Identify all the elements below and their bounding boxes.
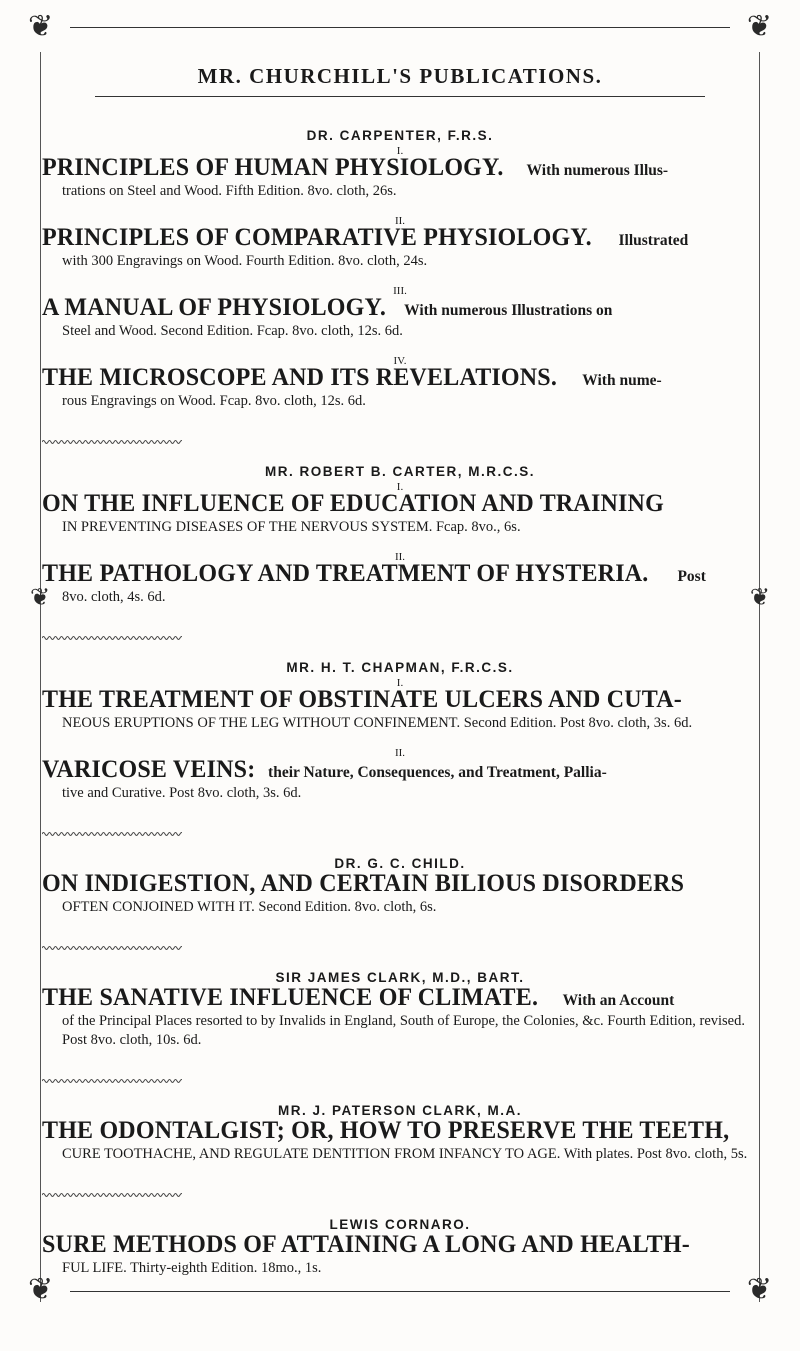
wavy-separator [42, 1078, 182, 1084]
author-section [42, 1217, 758, 1278]
book-title: ON INDIGESTION, AND CERTAIN BILIOUS DISORDERS [42, 870, 685, 897]
header-divider-rule [95, 96, 705, 97]
book-entry [42, 1231, 758, 1278]
top-border-rule [70, 27, 730, 28]
book-description: tive and Curative. Post 8vo. cloth, 3s. 6d. [62, 785, 302, 801]
book-description: Steel and Wood. Second Edition. Fcap. 8vo. cloth, 12s. 6d. [62, 323, 403, 339]
book-title: THE TREATMENT OF OBSTINATE ULCERS AND CUTA- [42, 686, 682, 713]
book-title: ON THE INFLUENCE OF EDUCATION AND TRAINING [42, 490, 664, 517]
book-entry [42, 490, 758, 537]
book-title-tail: their Nature, Consequences, and Treatment, Pallia- [268, 764, 607, 781]
book-title-line [42, 364, 758, 392]
book-entry [42, 1117, 758, 1164]
book-title: PRINCIPLES OF COMPARATIVE PHYSIOLOGY. [42, 224, 592, 251]
book-title-line [42, 560, 758, 588]
book-title-tail: Illustrated [618, 232, 689, 249]
book-description: FUL LIFE. Thirty-eighth Edition. 18mo., 1s. [62, 1260, 322, 1276]
book-entry [42, 870, 758, 917]
book-title: A MANUAL OF PHYSIOLOGY. [42, 294, 387, 321]
book-entry [42, 686, 758, 733]
book-description: with 300 Engravings on Wood. Fourth Edition. 8vo. cloth, 24s. [62, 253, 428, 269]
author-section [42, 464, 758, 607]
book-title: SURE METHODS OF ATTAINING A LONG AND HEALTH- [42, 1231, 690, 1258]
book-title: THE MICROSCOPE AND ITS REVELATIONS. [42, 364, 558, 391]
book-title: PRINCIPLES OF HUMAN PHYSIOLOGY. [42, 154, 504, 181]
entry-number: I. [396, 677, 404, 689]
book-title: THE ODONTALGIST; OR, HOW TO PRESERVE THE TEETH, [42, 1117, 730, 1144]
right-mid-ornament: ❦ [749, 583, 770, 611]
entry-number: III. [393, 285, 407, 297]
book-title-line [42, 870, 758, 898]
entry-number: I. [396, 481, 404, 493]
book-title-line [42, 224, 758, 252]
entry-number: IV. [393, 355, 407, 367]
entry-number: II. [394, 551, 406, 563]
author-name: SIR JAMES CLARK, M.D., BART. [275, 970, 525, 985]
author-name: LEWIS CORNARO. [329, 1217, 471, 1232]
top-right-ornament: ❦ [746, 9, 772, 44]
top-left-ornament: ❦ [28, 9, 54, 44]
book-description: OFTEN CONJOINED WITH IT. Second Edition. 8vo. cloth, 6s. [62, 899, 437, 915]
author-name: MR. ROBERT B. CARTER, M.R.C.S. [265, 464, 535, 479]
bottom-left-ornament: ❦ [28, 1272, 54, 1307]
author-section [42, 856, 758, 917]
catalogue-content [42, 128, 758, 1292]
left-border-rule [40, 52, 41, 1302]
book-title: VARICOSE VEINS: [42, 756, 256, 783]
book-description: rous Engravings on Wood. Fcap. 8vo. cloth, 12s. 6d. [62, 393, 366, 409]
author-section [42, 128, 758, 411]
book-title-line [42, 686, 758, 714]
right-border-rule [759, 52, 760, 1302]
left-mid-ornament: ❦ [30, 583, 51, 611]
book-description: of the Principal Places resorted to by Invalids in England, South of Europe, the Colonies, &c. Fourth Edition, revised. Post 8vo. cloth, 10s. 6d. [62, 1013, 745, 1048]
book-description: 8vo. cloth, 4s. 6d. [62, 589, 166, 605]
author-name: DR. CARPENTER, F.R.S. [306, 128, 494, 143]
book-entry [42, 154, 758, 201]
book-description: NEOUS ERUPTIONS OF THE LEG WITHOUT CONFINEMENT. Second Edition. Post 8vo. cloth, 3s. 6d. [62, 715, 693, 731]
book-title-tail: With nume- [582, 372, 662, 389]
book-title-line [42, 756, 758, 784]
wavy-separator [42, 439, 182, 445]
book-title-tail: With numerous Illus- [526, 162, 669, 179]
book-title-line [42, 1231, 758, 1259]
book-title-line [42, 490, 758, 518]
book-entry [42, 364, 758, 411]
author-section [42, 970, 758, 1050]
book-entry [42, 984, 758, 1050]
book-title-line [42, 154, 758, 182]
book-title-tail: Post [677, 568, 706, 585]
wavy-separator [42, 831, 182, 837]
author-name: MR. J. PATERSON CLARK, M.A. [277, 1103, 522, 1118]
author-section [42, 660, 758, 803]
author-section [42, 1103, 758, 1164]
book-description: CURE TOOTHACHE, AND REGULATE DENTITION FROM INFANCY TO AGE. With plates. Post 8vo. cloth, 5s. [62, 1146, 748, 1162]
book-title-line [42, 984, 758, 1012]
wavy-separator [42, 635, 182, 641]
author-name: DR. G. C. CHILD. [334, 856, 466, 871]
book-title: THE PATHOLOGY AND TREATMENT OF HYSTERIA. [42, 560, 649, 587]
page-title: MR. CHURCHILL'S PUBLICATIONS. [197, 64, 603, 88]
book-entry [42, 294, 758, 341]
book-title: THE SANATIVE INFLUENCE OF CLIMATE. [42, 984, 539, 1011]
book-title-line [42, 1117, 758, 1145]
entry-number: II. [394, 747, 406, 759]
book-entry [42, 560, 758, 607]
book-title-tail: With an Account [562, 992, 675, 1009]
book-entry [42, 756, 758, 803]
wavy-separator [42, 945, 182, 951]
book-description: IN PREVENTING DISEASES OF THE NERVOUS SYSTEM. Fcap. 8vo., 6s. [62, 519, 521, 535]
entry-number: II. [394, 215, 406, 227]
author-name: MR. H. T. CHAPMAN, F.R.C.S. [286, 660, 514, 675]
book-description: trations on Steel and Wood. Fifth Edition. 8vo. cloth, 26s. [62, 183, 397, 199]
book-entry [42, 224, 758, 271]
book-title-line [42, 294, 758, 322]
wavy-separator [42, 1192, 182, 1198]
book-title-tail: With numerous Illustrations on [404, 302, 613, 319]
bottom-right-ornament: ❦ [746, 1272, 772, 1307]
entry-number: I. [396, 145, 404, 157]
